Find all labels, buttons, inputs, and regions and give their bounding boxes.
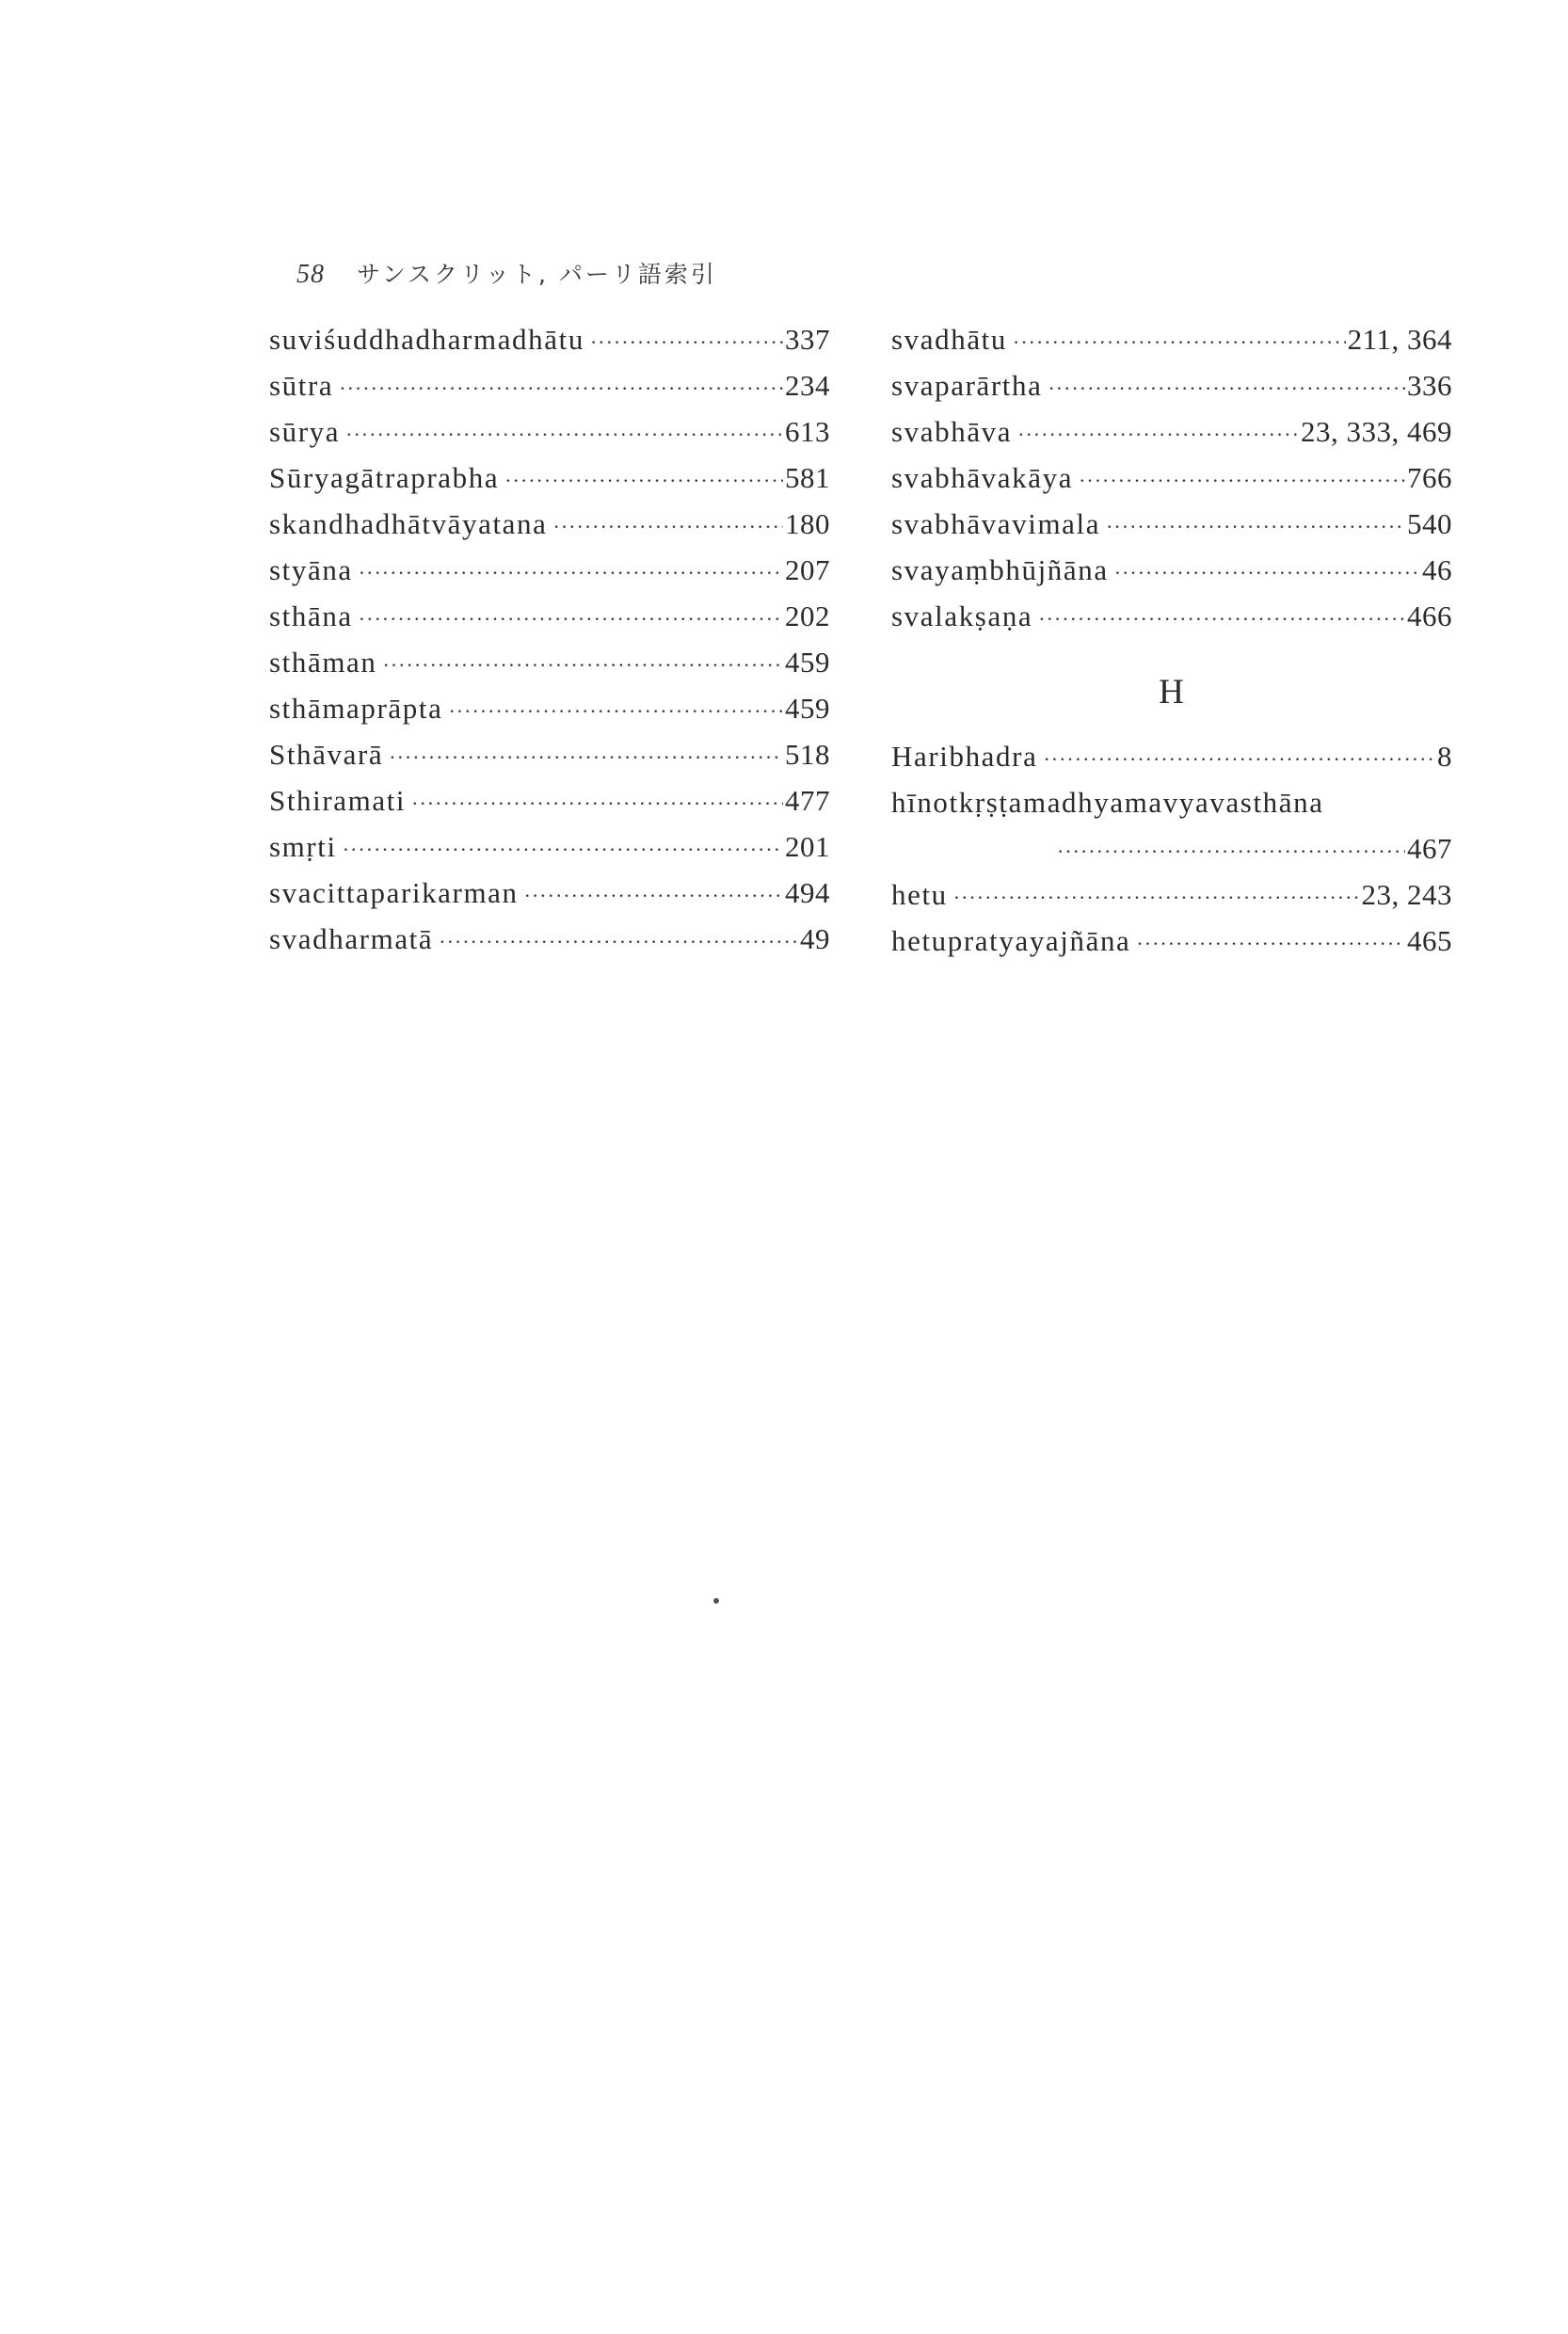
section-heading-h: H	[1159, 673, 1185, 711]
index-entry	[891, 369, 1452, 415]
index-entry	[269, 784, 830, 830]
index-entry	[269, 876, 830, 922]
index-entry	[269, 738, 830, 784]
entry-term: Sūryagātraprabha	[269, 461, 500, 494]
index-entry	[891, 415, 1452, 461]
dot-leader	[1079, 469, 1405, 493]
entry-term: smṛti	[269, 830, 337, 863]
entry-pages: 207	[785, 553, 830, 586]
dot-leader	[1038, 607, 1405, 631]
index-entry	[891, 878, 1452, 924]
index-entry	[891, 461, 1452, 507]
dot-leader	[389, 745, 783, 770]
entry-term: sthāman	[269, 646, 377, 679]
index-entry	[891, 786, 1452, 832]
entry-pages: 49	[800, 922, 830, 955]
index-column-right	[891, 323, 1452, 970]
index-entry	[269, 369, 830, 415]
dot-leader	[1017, 423, 1299, 447]
entry-term: svabhāvakāya	[891, 461, 1074, 494]
entry-term: sthāna	[269, 599, 353, 632]
entry-term: hīnotkṛṣṭamadhyamavyavasthāna	[891, 786, 1324, 819]
entry-pages: 46	[1422, 553, 1452, 586]
entry-term: svabhāvavimala	[891, 507, 1101, 540]
entry-term: suviśuddhadharmadhātu	[269, 323, 584, 356]
index-entry	[269, 830, 830, 876]
dot-leader	[1048, 376, 1405, 401]
entry-pages: 459	[785, 692, 830, 725]
dot-leader	[343, 838, 783, 862]
entry-pages: 467	[1407, 832, 1452, 865]
dot-leader	[448, 699, 783, 724]
index-entry	[269, 922, 830, 968]
entry-pages: 8	[1437, 740, 1452, 773]
dot-leader	[339, 376, 783, 401]
dot-leader	[345, 423, 783, 447]
entry-pages: 23, 333, 469	[1301, 415, 1452, 448]
dot-leader	[359, 607, 783, 631]
index-entry	[269, 415, 830, 461]
index-entry	[891, 553, 1452, 599]
index-entry	[891, 507, 1452, 553]
entry-term: hetu	[891, 878, 948, 911]
dot-leader	[1043, 747, 1435, 772]
index-entry	[269, 692, 830, 738]
dot-leader	[439, 930, 798, 954]
entry-pages: 337	[785, 323, 830, 356]
dot-leader	[553, 515, 783, 539]
entry-term: sūrya	[269, 415, 341, 448]
dot-leader	[1106, 515, 1405, 539]
entry-term: svayaṃbhūjñāna	[891, 553, 1109, 586]
index-entry	[891, 740, 1452, 786]
entry-pages: 180	[785, 507, 830, 540]
stray-dot	[713, 1598, 719, 1604]
entry-pages: 466	[1407, 599, 1452, 632]
entry-pages: 581	[785, 461, 830, 494]
dot-leader	[953, 886, 1360, 910]
dot-leader	[1013, 330, 1346, 355]
index-column-left	[269, 323, 830, 968]
index-entry	[269, 461, 830, 507]
entry-pages: 477	[785, 784, 830, 817]
dot-leader	[1057, 839, 1405, 864]
entry-pages: 234	[785, 369, 830, 402]
entry-term: svacittaparikarman	[269, 876, 519, 909]
entry-term: hetupratyayajñāna	[891, 924, 1131, 957]
entry-pages: 518	[785, 738, 830, 771]
dot-leader	[383, 653, 783, 678]
entry-pages: 540	[1407, 507, 1452, 540]
running-head	[296, 256, 717, 290]
index-entry	[269, 553, 830, 599]
index-entry-continuation	[891, 832, 1452, 878]
entry-term: svabhāva	[891, 415, 1013, 448]
index-entry	[269, 323, 830, 369]
entry-term: sthāmaprāpta	[269, 692, 443, 725]
index-entry	[891, 323, 1452, 369]
entry-pages: 459	[785, 646, 830, 679]
dot-leader	[1114, 561, 1420, 585]
entry-term: svadhātu	[891, 323, 1007, 356]
index-entry	[269, 646, 830, 692]
entry-term: Haribhadra	[891, 740, 1038, 773]
dot-leader	[359, 561, 783, 585]
index-entry	[891, 924, 1452, 970]
dot-leader	[411, 791, 783, 816]
index-entry	[269, 507, 830, 553]
entry-pages: 494	[785, 876, 830, 909]
index-title: サンスクリット, パーリ語索引	[357, 261, 717, 288]
entry-pages: 23, 243	[1361, 878, 1452, 911]
entry-pages: 201	[785, 830, 830, 863]
index-entry	[269, 599, 830, 646]
entry-term: svalakṣaṇa	[891, 599, 1033, 632]
entry-term: Sthiramati	[269, 784, 407, 817]
entry-pages: 766	[1407, 461, 1452, 494]
dot-leader	[504, 469, 783, 493]
entry-term: svadharmatā	[269, 922, 434, 955]
entry-term: sūtra	[269, 369, 334, 402]
index-entry	[891, 599, 1452, 646]
entry-pages: 465	[1407, 924, 1452, 957]
entry-pages: 211, 364	[1347, 323, 1452, 356]
entry-term: skandhadhātvāyatana	[269, 507, 548, 540]
dot-leader	[524, 884, 783, 908]
entry-pages: 202	[785, 599, 830, 632]
dot-leader	[1136, 932, 1405, 956]
page-number: 58	[296, 260, 325, 289]
entry-pages: 336	[1407, 369, 1452, 402]
entry-term: svaparārtha	[891, 369, 1043, 402]
dot-leader	[590, 330, 783, 355]
entry-term: Sthāvarā	[269, 738, 384, 771]
entry-pages: 613	[785, 415, 830, 448]
entry-term: styāna	[269, 553, 353, 586]
